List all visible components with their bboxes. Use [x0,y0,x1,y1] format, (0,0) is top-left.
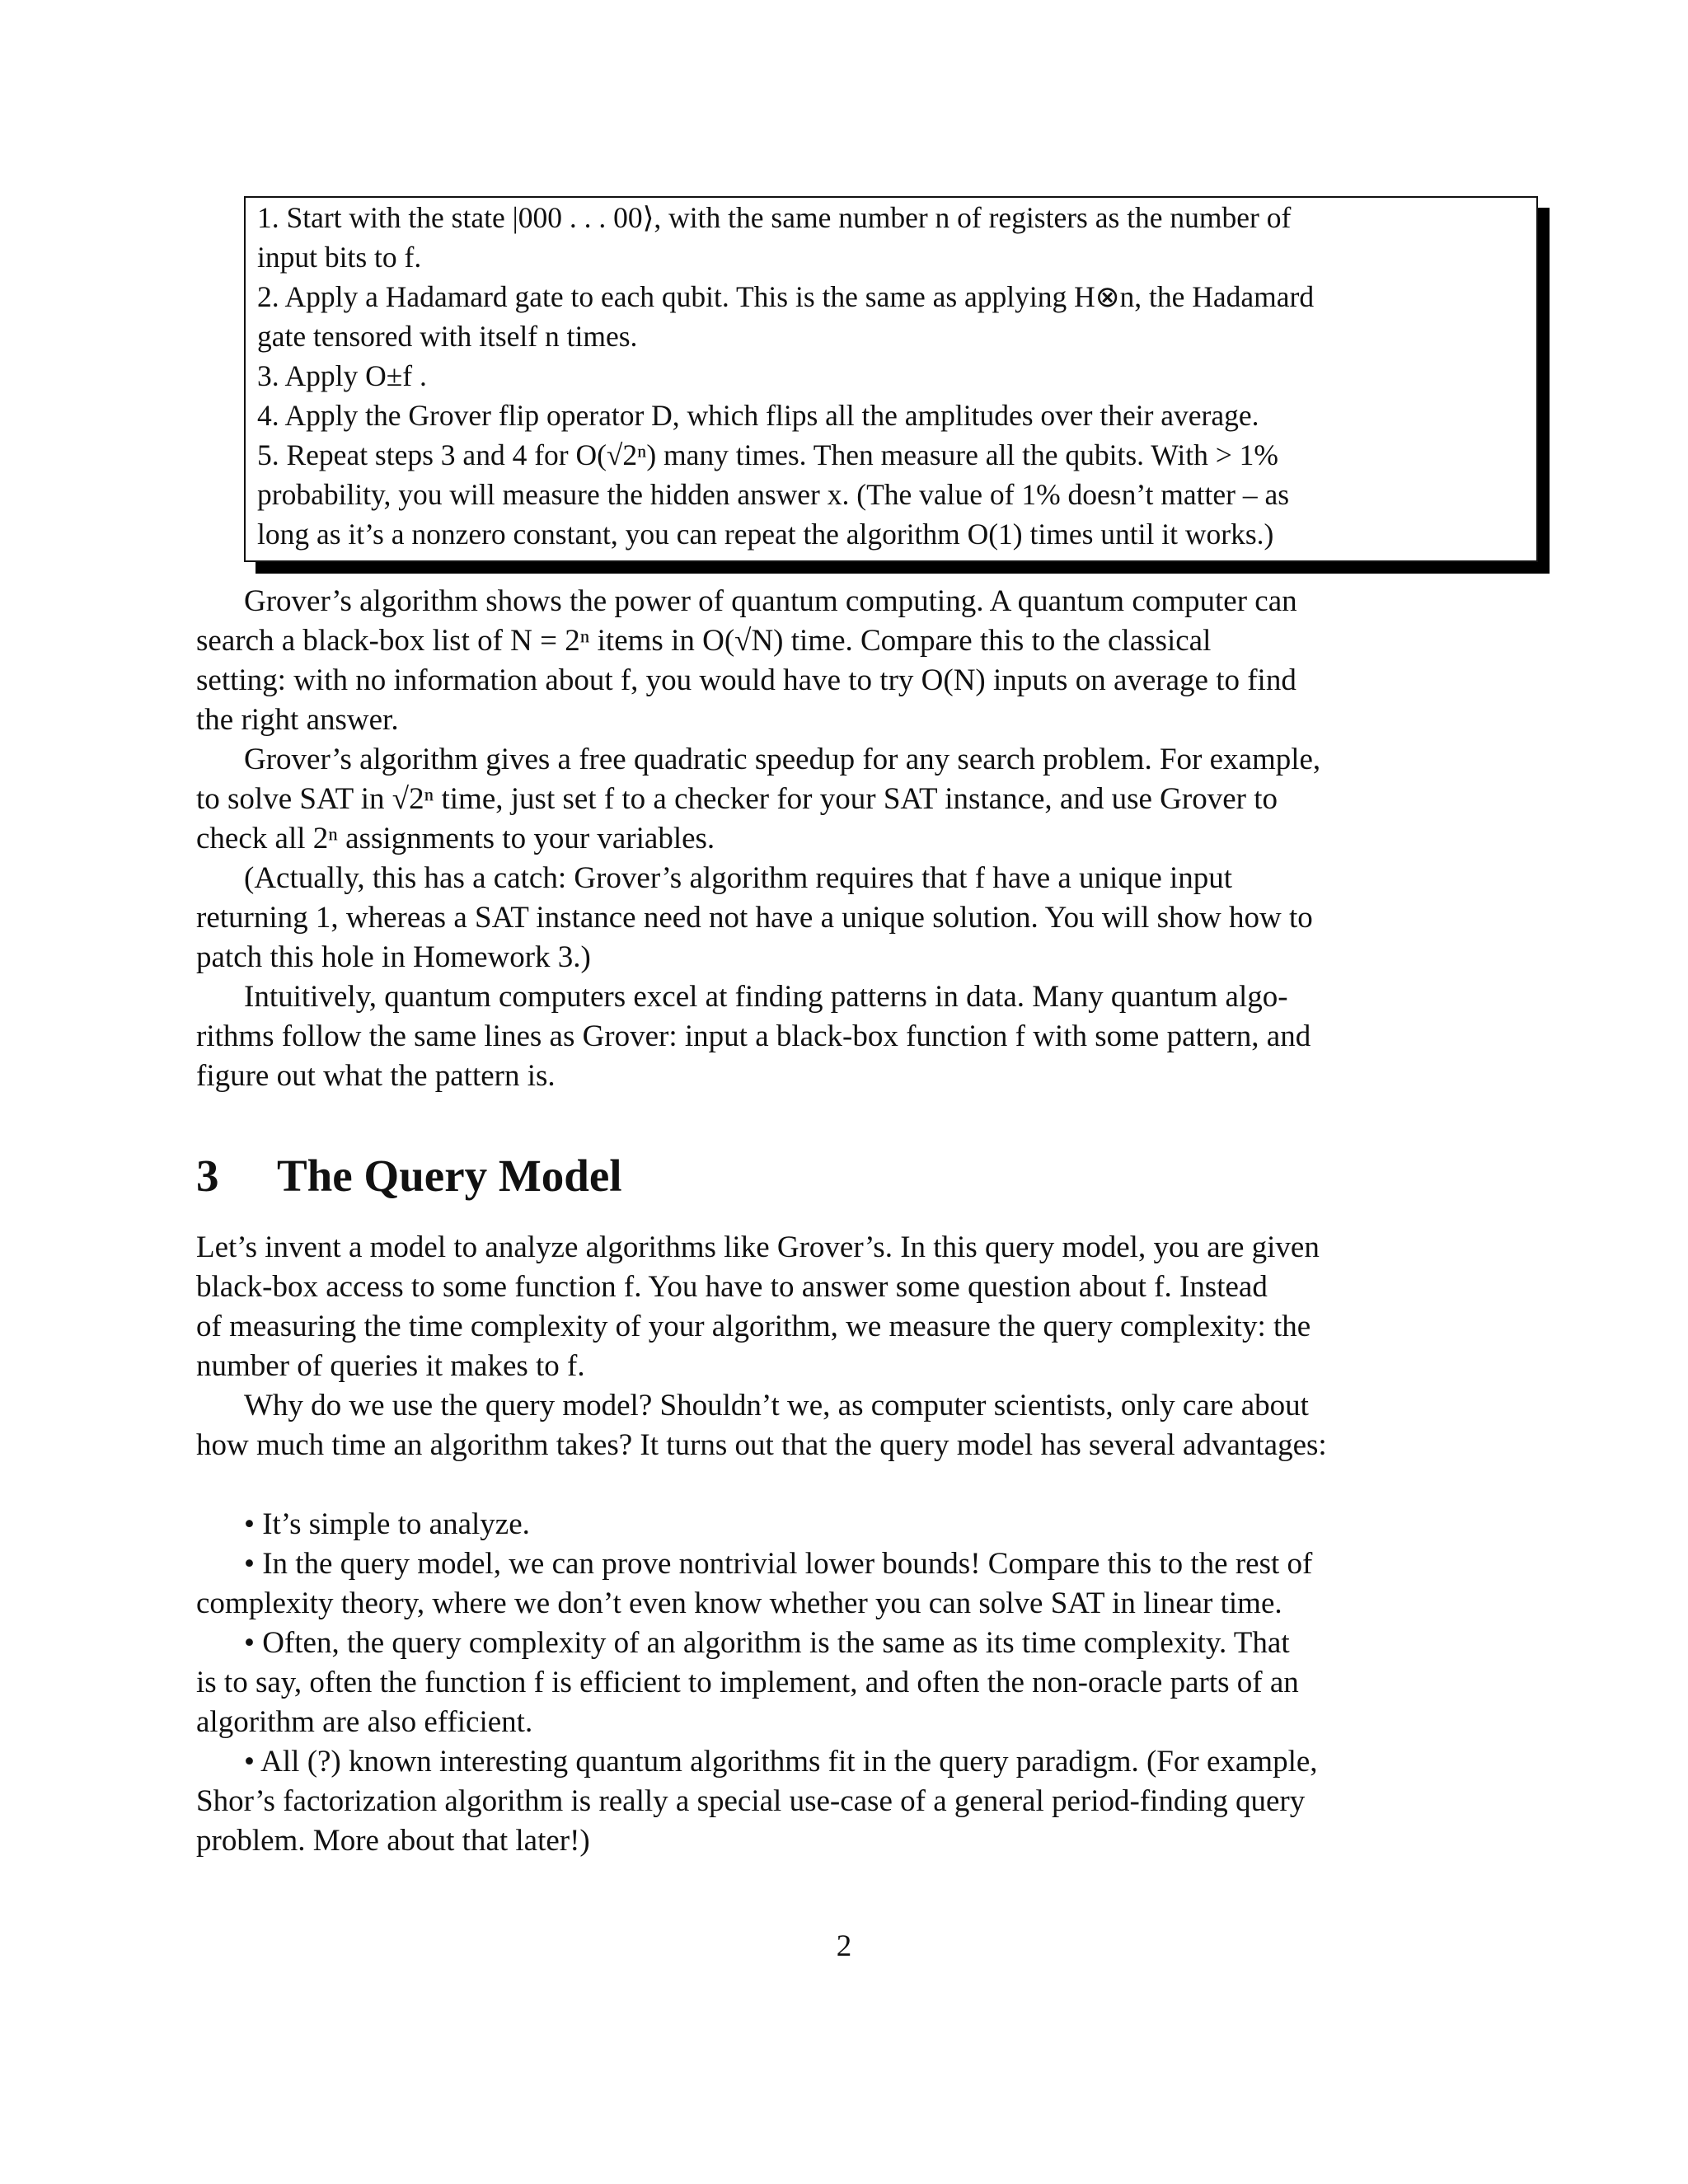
paragraph-line: Let’s invent a model to analyze algorithms like Grover’s. In this query model, you are given [196,1230,1320,1264]
paragraph-line: how much time an algorithm takes? It turns out that the query model has several advantages: [196,1428,1327,1462]
paragraph-line: Grover’s algorithm shows the power of quantum computing. A quantum computer can [244,584,1297,618]
bullet-item: • All (?) known interesting quantum algorithms fit in the query paradigm. (For example, [244,1745,1318,1779]
bullet-item: • Often, the query complexity of an algorithm is the same as its time complexity. That [244,1626,1290,1660]
bullet-item-continuation: problem. More about that later!) [196,1824,590,1858]
paragraph-line: returning 1, whereas a SAT instance need not have a unique solution. You will show how to [196,901,1313,935]
box-line: probability, you will measure the hidden answer x. (The value of 1% doesn’t matter – as [257,478,1290,511]
box-line: gate tensored with itself n times. [257,320,638,353]
bullet-item-continuation: algorithm are also efficient. [196,1705,533,1739]
paragraph-line: search a black-box list of N = 2ⁿ items in O(√N) time. Compare this to the classical [196,624,1212,658]
box-line: 3. Apply O±f . [257,359,427,392]
paragraph-line: the right answer. [196,703,399,737]
paragraph-line: setting: with no information about f, you would have to try O(N) inputs on average to find [196,663,1296,697]
box-line: 5. Repeat steps 3 and 4 for O(√2ⁿ) many times. Then measure all the qubits. With > 1% [257,438,1278,471]
paragraph-line: rithms follow the same lines as Grover: input a black-box function f with some pattern, and [196,1019,1311,1053]
paragraph-line: to solve SAT in √2ⁿ time, just set f to a checker for your SAT instance, and use Grover to [196,782,1278,816]
paragraph-line: Why do we use the query model? Shouldn’t we, as computer scientists, only care about [244,1389,1309,1422]
page-number: 2 [836,1929,852,1963]
box-line: long as it’s a nonzero constant, you can repeat the algorithm O(1) times until it works.) [257,518,1274,551]
paragraph-line: patch this hole in Homework 3.) [196,940,591,974]
box-line: 1. Start with the state |000 . . . 00⟩, with the same number n of registers as the number of [257,201,1292,234]
bullet-item-continuation: is to say, often the function f is efficient to implement, and often the non-oracle parts of an [196,1666,1299,1699]
bullet-item-continuation: complexity theory, where we don’t even know whether you can solve SAT in linear time. [196,1586,1282,1620]
section-title: The Query Model [277,1151,622,1201]
paragraph-line: Grover’s algorithm gives a free quadratic speedup for any search problem. For example, [244,743,1321,776]
bullet-item: • In the query model, we can prove nontrivial lower bounds! Compare this to the rest of [244,1547,1313,1581]
bullet-item: • It’s simple to analyze. [244,1507,530,1541]
section-number: 3 [196,1151,219,1201]
bullet-item-continuation: Shor’s factorization algorithm is really a special use-case of a general period-finding query [196,1784,1306,1818]
box-line: 2. Apply a Hadamard gate to each qubit. This is the same as applying H⊗n, the Hadamard [257,280,1315,313]
box-line: input bits to f. [257,241,422,274]
paragraph-line: of measuring the time complexity of your algorithm, we measure the query complexity: the [196,1310,1311,1343]
paragraph-line: Intuitively, quantum computers excel at finding patterns in data. Many quantum algo- [244,980,1288,1014]
paragraph-line: check all 2ⁿ assignments to your variables. [196,822,715,855]
algorithm-box [244,196,1538,562]
paragraph-line: figure out what the pattern is. [196,1059,556,1093]
box-line: 4. Apply the Grover flip operator D, which flips all the amplitudes over their average. [257,399,1259,432]
paragraph-line: (Actually, this has a catch: Grover’s algorithm requires that f have a unique input [244,861,1233,895]
section-heading [196,1147,622,1205]
paragraph-line: black-box access to some function f. You have to answer some question about f. Instead [196,1270,1268,1304]
paragraph-line: number of queries it makes to f. [196,1349,585,1383]
